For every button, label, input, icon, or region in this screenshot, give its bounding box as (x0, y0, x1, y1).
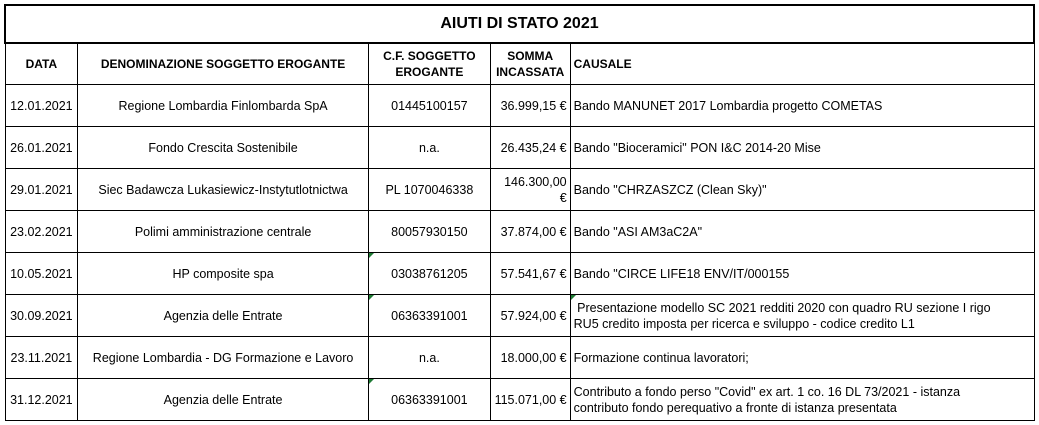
row-somma: 57.541,67 € (490, 253, 570, 295)
row-somma: 57.924,00 € (490, 295, 570, 337)
row-denominazione: Regione Lombardia Finlombarda SpA (78, 85, 369, 127)
table-title: AIUTI DI STATO 2021 (5, 5, 1034, 43)
header-somma-line2: INCASSATA (496, 65, 565, 79)
row-date: 23.11.2021 (5, 337, 78, 379)
row-somma: 26.435,24 € (490, 127, 570, 169)
table-row (5, 295, 1034, 337)
header-cf (368, 43, 490, 85)
row-causale: Bando MANUNET 2017 Lombardia progetto COMETAS (570, 85, 1034, 127)
table-row (5, 379, 1034, 421)
row-causale-line1: Presentazione modello SC 2021 redditi 2020 con quadro RU sezione I rigo (573, 300, 991, 315)
row-causale: Formazione continua lavoratori; (570, 337, 1034, 379)
row-date: 26.01.2021 (5, 127, 78, 169)
row-causale: Bando "Bioceramici" PON I&C 2014-20 Mise (570, 127, 1034, 169)
row-causale-line1: Contributo a fondo perso "Covid" ex art. 1 co. 16 DL 73/2021 - istanza (573, 384, 961, 399)
table-row (5, 253, 1034, 295)
row-denominazione: Agenzia delle Entrate (78, 379, 369, 421)
row-date: 29.01.2021 (5, 169, 78, 211)
row-denominazione: HP composite spa (78, 253, 369, 295)
row-denominazione: Regione Lombardia - DG Formazione e Lavoro (78, 337, 369, 379)
row-cf: PL 1070046338 (368, 169, 490, 211)
row-cf: 06363391001 (368, 295, 490, 337)
row-cf: 80057930150 (368, 211, 490, 253)
header-causale: CAUSALE (570, 43, 1034, 85)
header-data: DATA (5, 43, 78, 85)
header-denominazione: DENOMINAZIONE SOGGETTO EROGANTE (78, 43, 369, 85)
row-denominazione: Fondo Crescita Sostenibile (78, 127, 369, 169)
row-cf: 01445100157 (368, 85, 490, 127)
row-somma: 36.999,15 € (490, 85, 570, 127)
row-causale (570, 379, 1034, 421)
header-somma-line1: SOMMA (507, 49, 554, 63)
row-denominazione: Polimi amministrazione centrale (78, 211, 369, 253)
row-cf: 03038761205 (368, 253, 490, 295)
row-date: 12.01.2021 (5, 85, 78, 127)
row-date: 23.02.2021 (5, 211, 78, 253)
row-somma: 18.000,00 € (490, 337, 570, 379)
table-row (5, 169, 1034, 211)
row-causale-line2: contributo fondo perequativo a fronte di istanza presentata (573, 400, 897, 415)
header-cf-line2: EROGANTE (395, 65, 464, 79)
table-row (5, 127, 1034, 169)
row-cf: n.a. (368, 127, 490, 169)
table-row (5, 211, 1034, 253)
table-row (5, 337, 1034, 379)
table-row (5, 85, 1034, 127)
row-causale (570, 295, 1034, 337)
row-somma: 146.300,00 € (490, 169, 570, 211)
state-aid-table (4, 4, 1035, 421)
row-date: 30.09.2021 (5, 295, 78, 337)
row-somma: 37.874,00 € (490, 211, 570, 253)
header-row (5, 43, 1034, 85)
row-causale: Bando "ASI AM3aC2A" (570, 211, 1034, 253)
row-denominazione: Agenzia delle Entrate (78, 295, 369, 337)
row-cf: 06363391001 (368, 379, 490, 421)
row-denominazione: Siec Badawcza Lukasiewicz-Instytutlotnictwa (78, 169, 369, 211)
header-somma (490, 43, 570, 85)
row-causale-line2: RU5 credito imposta per ricerca e sviluppo - codice credito L1 (573, 316, 915, 331)
header-cf-line1: C.F. SOGGETTO (383, 49, 476, 63)
title-row (5, 5, 1034, 43)
row-date: 10.05.2021 (5, 253, 78, 295)
row-causale: Bando "CHRZASZCZ (Clean Sky)" (570, 169, 1034, 211)
row-causale: Bando "CIRCE LIFE18 ENV/IT/000155 (570, 253, 1034, 295)
row-somma: 115.071,00 € (490, 379, 570, 421)
row-date: 31.12.2021 (5, 379, 78, 421)
row-cf: n.a. (368, 337, 490, 379)
